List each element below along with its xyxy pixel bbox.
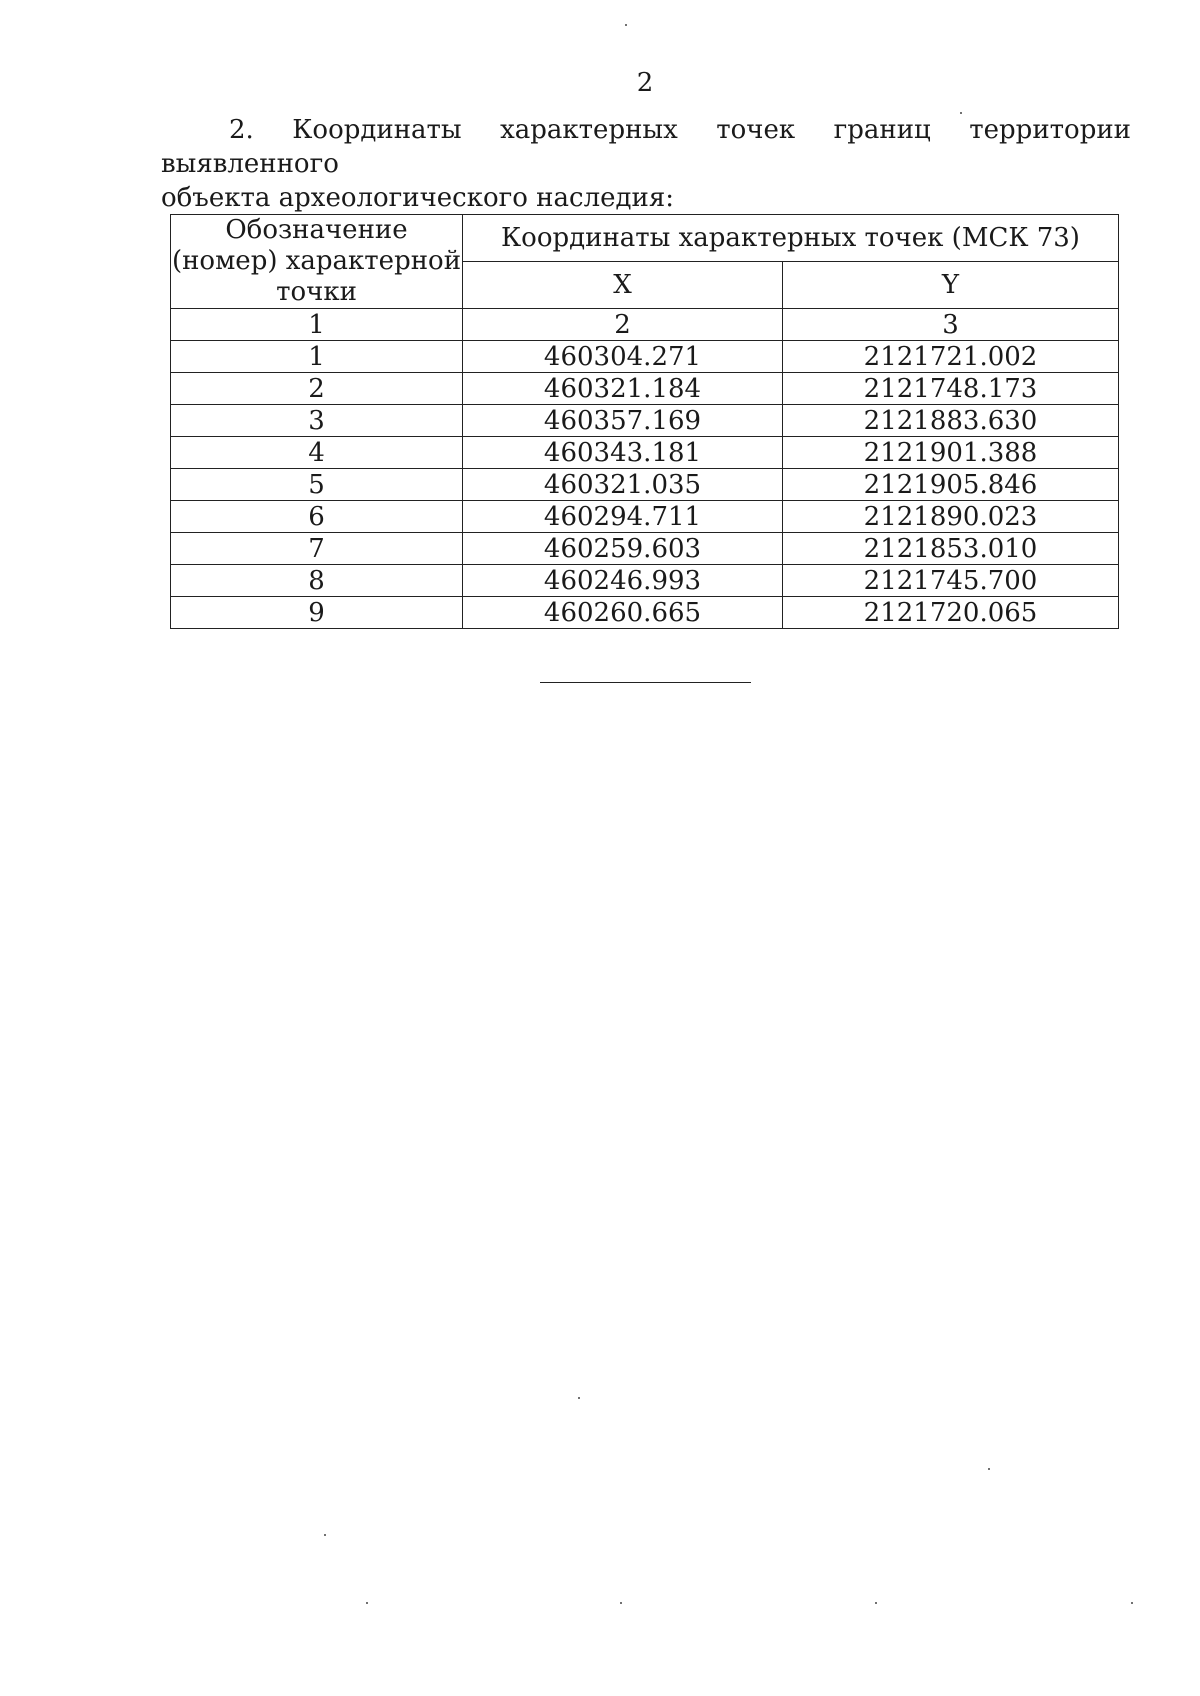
scan-speck [620,1602,622,1604]
x-coordinate-cell: 460343.181 [463,437,783,469]
table-row [171,501,1119,533]
heading-line-1: 2. Координаты характерных точек границ территории выявленного [161,115,1131,179]
x-column-header: X [463,262,783,309]
point-number-cell: 7 [171,533,463,565]
coordinates-header: Координаты характерных точек (МСК 73) [463,215,1119,262]
column-number: 1 [171,309,463,341]
x-coordinate-cell: 460259.603 [463,533,783,565]
scan-speck [875,1602,877,1604]
point-number-cell: 4 [171,437,463,469]
point-number-cell: 8 [171,565,463,597]
y-coordinate-cell: 2121905.846 [783,469,1119,501]
point-number-cell: 2 [171,373,463,405]
x-coordinate-cell: 460260.665 [463,597,783,629]
table-row [171,437,1119,469]
scan-speck [578,1397,580,1399]
column-numbers-row [171,309,1119,341]
closing-divider [540,682,751,683]
table-row [171,341,1119,373]
point-number-cell: 5 [171,469,463,501]
scan-speck [625,24,627,26]
y-coordinate-cell: 2121721.002 [783,341,1119,373]
y-coordinate-cell: 2121720.065 [783,597,1119,629]
table-row [171,533,1119,565]
point-number-cell: 1 [171,341,463,373]
coordinates-table [170,214,1119,629]
scan-speck [324,1534,326,1536]
scan-speck [960,112,962,114]
heading-line-2: объекта археологического наследия: [161,183,674,213]
scan-speck [988,1468,990,1470]
y-coordinate-cell: 2121901.388 [783,437,1119,469]
y-coordinate-cell: 2121745.700 [783,565,1119,597]
table-row [171,373,1119,405]
x-coordinate-cell: 460304.271 [463,341,783,373]
section-heading [161,113,1131,215]
point-designation-header: Обозначение (номер) характерной точки [171,215,462,307]
x-coordinate-cell: 460321.184 [463,373,783,405]
x-coordinate-cell: 460321.035 [463,469,783,501]
column-number: 3 [783,309,1119,341]
point-number-cell: 9 [171,597,463,629]
y-column-header: Y [783,262,1119,309]
y-coordinate-cell: 2121853.010 [783,533,1119,565]
x-coordinate-cell: 460294.711 [463,501,783,533]
scan-speck [1131,1602,1133,1604]
table-row [171,469,1119,501]
table-row [171,597,1119,629]
page-number: 2 [636,68,654,98]
point-number-cell: 6 [171,501,463,533]
table-row [171,405,1119,437]
column-number: 2 [463,309,783,341]
table-row [171,565,1119,597]
point-number-cell: 3 [171,405,463,437]
x-coordinate-cell: 460246.993 [463,565,783,597]
y-coordinate-cell: 2121890.023 [783,501,1119,533]
y-coordinate-cell: 2121883.630 [783,405,1119,437]
table-header-row [171,215,1119,262]
scan-speck [366,1602,368,1604]
x-coordinate-cell: 460357.169 [463,405,783,437]
y-coordinate-cell: 2121748.173 [783,373,1119,405]
